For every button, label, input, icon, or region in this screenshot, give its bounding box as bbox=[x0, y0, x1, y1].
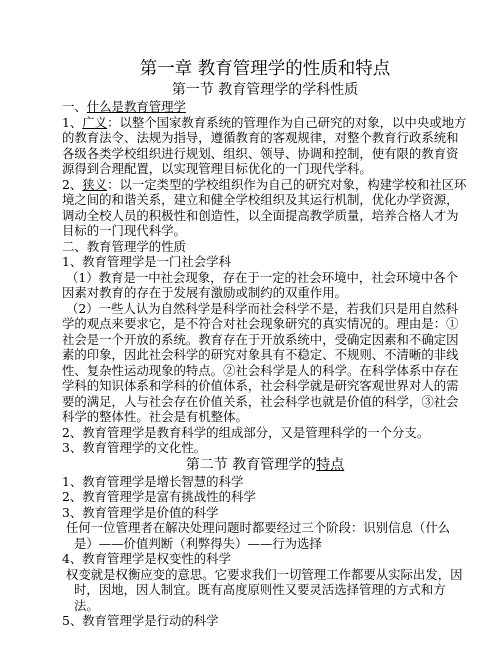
definition-number: 2、 bbox=[62, 176, 83, 192]
chapter-title: 第一章 教育管理学的性质和特点 bbox=[139, 59, 391, 79]
paragraph-social-science: （2）一些人认为自然科学是科学而社会科学不是，若我们只是用自然科学的观点来要求它，是不符合对社会现象研究的真实情况的。理由是：①社会是一个开放的系统。教育存在于开放系统中，受确定因素和不确定因素的印象，因此社会科学的研究对象具有不稳定、不规则、不清晰的非线性、复杂性运动现象的特点。②社会科学是人的科学。在科学体系中存在学科的知识体系和学科的价值体系，社会科学就是研究客观世界对人的需要的满足，人与社会存在价值关系，社会科学也就是价值的科学，③社会科学的整体性。社会是有机整体。 bbox=[62, 300, 459, 424]
section-2-title bbox=[62, 456, 468, 474]
point-social-discipline: 1、教育管理学是一门社会学科 bbox=[62, 254, 231, 269]
section-1-title: 第一节 教育管理学的学科性质 bbox=[171, 82, 359, 98]
definition-broad bbox=[62, 115, 468, 177]
feature-value: 3、教育管理学是价值的科学 bbox=[62, 504, 219, 520]
definition-number: 1、 bbox=[62, 114, 83, 130]
point-cultural: 3、教育管理学的文化性。 bbox=[62, 440, 207, 455]
feature-contingency-body: 权变就是权衡应变的意思。它要求我们一切管理工作都要从实际出发，因时，因地，因人制宜。既有高度原则性又要灵活选择管理的方式和方法。 bbox=[66, 566, 463, 613]
definition-narrow bbox=[62, 177, 468, 239]
feature-contingency: 4、教育管理学是权变性的科学 bbox=[62, 551, 231, 566]
definition-text: ：以整个国家教育系统的管理作为自己研究的对象，以中央或地方的教育法令、法规为指导，遵循教育的客观规律，对整个教育行政系统和各级各类学校组织进行规划、组织、领导、协调和控制，使有限的教育资源得到合理配置，以实现管理目标优化的一门现代学科。 bbox=[62, 114, 467, 176]
feature-value-body: 任何一位管理者在解决处理问题时都要经过三个阶段：识别信息（什么是）——价值判断（利弊得失）——行为选择 bbox=[66, 520, 451, 551]
feature-wisdom: 1、教育管理学是增长智慧的科学 bbox=[62, 473, 244, 489]
definition-term: 狭义 bbox=[82, 176, 108, 192]
heading-number: 一、 bbox=[62, 99, 87, 114]
definition-text: ：以一定类型的学校组织作为自己的研究对象，构建学校和社区环境之间的和谐关系，建立和健全学校组织及其运行机制，优化办学资源，调动全校人员的积极性和创造性，以全面提高教学质量，培养合格人才为目标的一门现代科学。 bbox=[62, 176, 467, 238]
definition-term: 广义 bbox=[82, 114, 108, 130]
heading-what-is bbox=[62, 99, 468, 115]
section-2-title-underlined: 特点 bbox=[316, 456, 345, 473]
feature-challenge: 2、教育管理学是富有挑战性的科学 bbox=[62, 489, 256, 504]
heading-nature: 二、教育管理学的性质 bbox=[62, 238, 186, 254]
section-2-title-main: 第二节 教育管理学的 bbox=[185, 456, 317, 473]
feature-action: 5、教育管理学是行动的科学 bbox=[62, 613, 219, 628]
heading-text: 什么是教育管理学 bbox=[86, 99, 186, 114]
paragraph-social-phenomenon: （1）教育是一中社会现象，存在于一定的社会环境中，社会环境中各个因素对教育的存在于发展有激励或制约的双重作用。 bbox=[62, 269, 458, 300]
point-component: 2、教育管理学是教育科学的组成部分，又是管理科学的一个分支。 bbox=[62, 424, 430, 440]
